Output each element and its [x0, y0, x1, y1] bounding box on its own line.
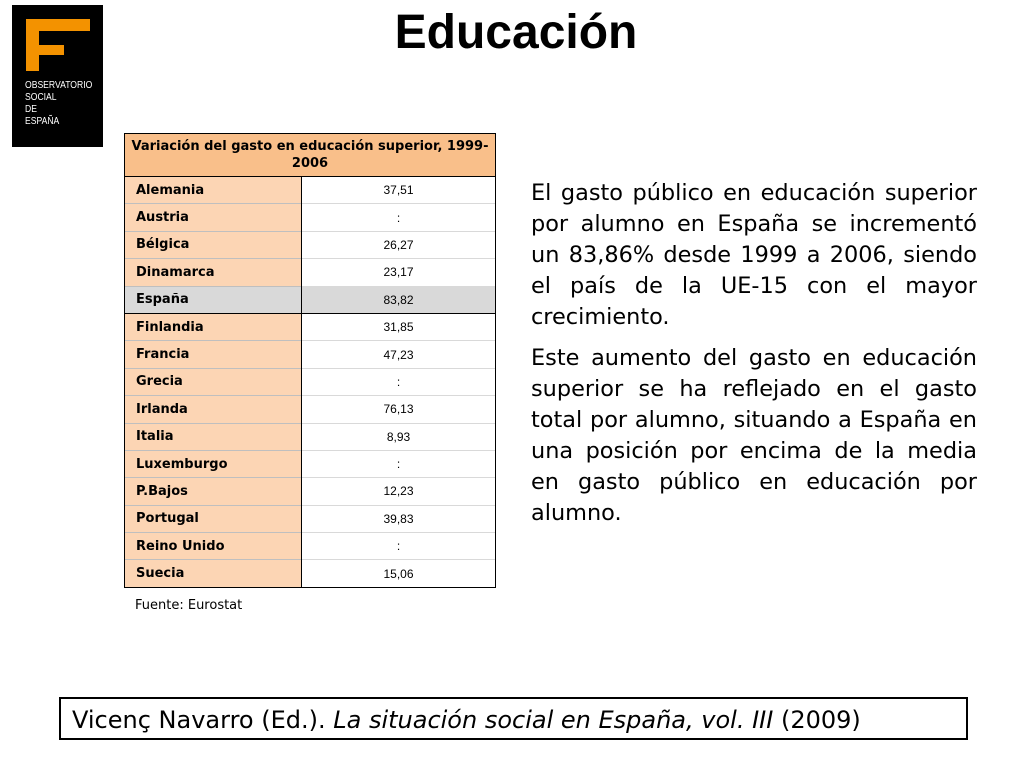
country-cell: Dinamarca: [125, 259, 302, 286]
source-note: Fuente: Eurostat: [135, 598, 243, 613]
citation-work: La situación social en España, vol. III: [333, 706, 774, 734]
value-cell: 23,17: [302, 259, 496, 286]
table-row: [125, 423, 496, 450]
country-cell: Suecia: [125, 560, 302, 587]
value-cell: 31,85: [302, 313, 496, 340]
table-row: [125, 259, 496, 286]
country-cell: Alemania: [125, 177, 302, 204]
table-row: [125, 505, 496, 532]
country-cell: P.Bajos: [125, 478, 302, 505]
country-cell: España: [125, 286, 302, 313]
table-row: [125, 396, 496, 423]
country-cell: Reino Unido: [125, 533, 302, 560]
table-row: [125, 177, 496, 204]
citation-box: [59, 697, 968, 740]
country-cell: Portugal: [125, 505, 302, 532]
value-cell: :: [302, 533, 496, 560]
paragraph-2: Este aumento del gasto en educación superior se ha reflejado en el gasto total por alumno, situando a España en una posición por encima de la media en gasto público en educación por alumno.: [531, 345, 977, 526]
value-cell: 47,23: [302, 341, 496, 368]
table-row: [125, 313, 496, 340]
country-cell: Francia: [125, 341, 302, 368]
value-cell: 12,23: [302, 478, 496, 505]
value-cell: 76,13: [302, 396, 496, 423]
table-body: [125, 177, 496, 588]
country-cell: Grecia: [125, 368, 302, 395]
table-header: Variación del gasto en educación superior, 1999-2006: [125, 134, 496, 177]
value-cell: 83,82: [302, 286, 496, 313]
body-text: [531, 178, 977, 539]
page-title: Educación: [394, 6, 638, 59]
citation-year: (2009): [773, 706, 861, 734]
country-cell: Bélgica: [125, 231, 302, 258]
table-row: [125, 286, 496, 313]
country-cell: Italia: [125, 423, 302, 450]
value-cell: 37,51: [302, 177, 496, 204]
country-cell: Austria: [125, 204, 302, 231]
table-row: [125, 450, 496, 477]
table-row: [125, 560, 496, 587]
citation-author: Vicenç Navarro (Ed.).: [72, 706, 334, 734]
paragraph-1: El gasto público en educación superior por alumno en España se incrementó un 83,86% desde 1999 a 2006, siendo el país de la UE-15 con el mayor crecimiento.: [531, 180, 977, 330]
country-cell: Finlandia: [125, 313, 302, 340]
table-row: [125, 478, 496, 505]
table-row: [125, 368, 496, 395]
spending-table: [124, 133, 496, 588]
value-cell: 39,83: [302, 505, 496, 532]
table-row: [125, 341, 496, 368]
value-cell: :: [302, 450, 496, 477]
country-cell: Luxemburgo: [125, 450, 302, 477]
value-cell: 8,93: [302, 423, 496, 450]
value-cell: :: [302, 204, 496, 231]
value-cell: 26,27: [302, 231, 496, 258]
value-cell: 15,06: [302, 560, 496, 587]
logo-text: OBSERVATORIO SOCIAL DE ESPAÑA: [25, 79, 93, 127]
table-row: [125, 231, 496, 258]
value-cell: :: [302, 368, 496, 395]
country-cell: Irlanda: [125, 396, 302, 423]
table-row: [125, 204, 496, 231]
table-row: [125, 533, 496, 560]
